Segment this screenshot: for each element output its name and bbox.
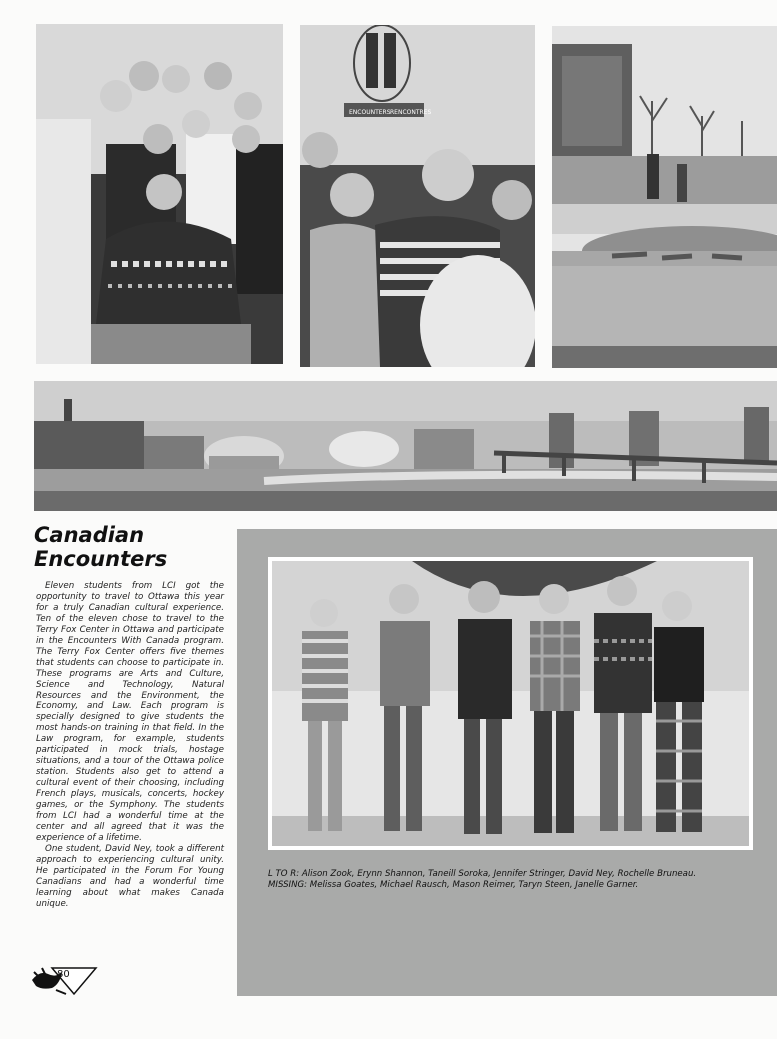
sign-text-left: ENCOUNTERS <box>349 109 391 116</box>
photo-group-of-girls <box>36 24 283 364</box>
photo-student-group <box>268 557 753 850</box>
article-title <box>34 523 234 571</box>
photo-caption <box>268 869 758 891</box>
article-title-line1: Canadian <box>34 523 145 547</box>
photo-ottawa-skyline <box>34 381 777 511</box>
article-paragraph: One student, David Ney, took a different approach to experiencing cultural unity. He participated in the Forum For Young Canadians and had a wonderful time learning about what makes Canada unique. <box>36 843 224 909</box>
article-body <box>36 581 224 910</box>
article-title-line2: Encounters <box>34 547 168 571</box>
sign-text-right: RENCONTRES <box>390 109 432 116</box>
photo-students-singing <box>300 25 535 367</box>
caption-missing-line: MISSING: Melissa Goates, Michael Rausch, Mason Reimer, Taryn Steen, Janelle Garner. <box>268 880 639 890</box>
photo-flame-monument <box>552 26 777 368</box>
caption-names-line: L TO R: Alison Zook, Erynn Shannon, Taneill Soroka, Jennifer Stringer, David Ney, Rochelle Bruneau. <box>268 869 697 879</box>
article-paragraph: Eleven students from LCI got the opportunity to travel to Ottawa this year for a truly Canadian cultural experience. Ten of the eleven chose to travel to the Terry Fox Center in Ottawa and participate in the Encounters With Canada program. The Terry Fox Center offers five themes that students can choose to participate in. These programs are Arts and Culture, Science and Technology, Natural Resources and the Environment, the Economy, and Law. Each program is specially designed to give students the most hands-on training in that field. In the Law program, for example, students participated in mock trials, hostage situations, and a tour of the Ottawa police station. Students also get to attend a cultural event of their choosing, including French plays, musicals, concerts, hockey games, or the Symphony. The students from LCI had a wonderful time at the center and all agreed that it was the experience of a lifetime. <box>36 581 224 843</box>
page-number: 80 <box>57 969 70 980</box>
